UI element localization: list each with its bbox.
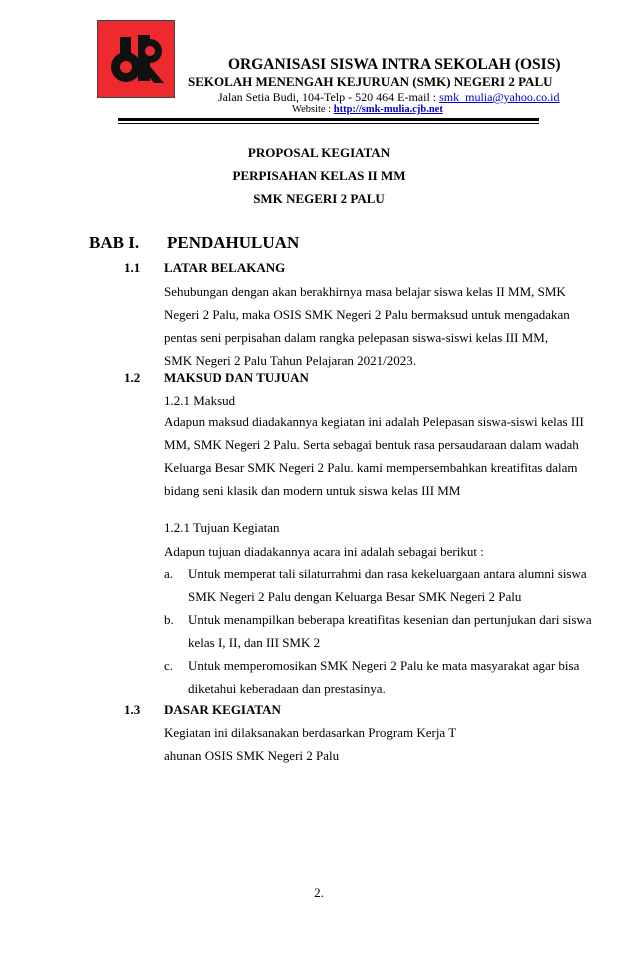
school-name: SEKOLAH MENENGAH KEJURUAN (SMK) NEGERI 2 PALU [188,74,553,89]
website-link[interactable]: http://smk-mulia.cjb.net [333,104,443,115]
chapter-title: PENDAHULUAN [167,233,300,252]
section-title: DASAR KEGIATAN [164,702,281,717]
paragraph-line: ahunan OSIS SMK Negeri 2 Palu [164,748,340,763]
paragraph-line: Adapun maksud diadakannya kegiatan ini adalah Pelepasan siswa-siswi kelas III [164,414,584,429]
proposal-title: PROPOSAL KEGIATAN [247,145,391,160]
list-item-line: Untuk menampilkan beberapa kreatifitas kesenian dan pertunjukan dari siswa [188,612,592,627]
list-marker: c. [164,658,174,673]
paragraph-line: pentas seni perpisahan dalam rangka pelepasan siswa-siswi kelas III MM, [164,330,549,345]
website-label: Website : [292,104,334,115]
section-number: 1.1 [124,260,141,275]
list-item-line: kelas I, II, dan III SMK 2 [188,635,321,650]
list-marker: a. [164,566,174,581]
school-title: SMK NEGERI 2 PALU [253,191,385,206]
header-rule-thin [118,123,539,124]
paragraph-line: SMK Negeri 2 Palu Tahun Pelajaran 2021/2023. [164,353,416,368]
website-line [292,104,443,115]
list-marker: b. [164,612,174,627]
list-item-line: diketahui keberadaan dan prestasinya. [188,681,386,696]
chapter-label: BAB I. [89,233,140,252]
event-title: PERPISAHAN KELAS II MM [232,168,406,183]
paragraph-line: Adapun tujuan diadakannya acara ini adalah sebagai berikut : [164,544,484,559]
list-item-line: Untuk memperomosikan SMK Negeri 2 Palu ke mata masyarakat agar bisa [188,658,580,673]
list-item-line: SMK Negeri 2 Palu dengan Keluarga Besar SMK Negeri 2 Palu [188,589,522,604]
organization-title: ORGANISASI SISWA INTRA SEKOLAH (OSIS) [228,56,561,73]
section-title: MAKSUD DAN TUJUAN [164,370,309,385]
address-line [218,90,560,105]
section-number: 1.2 [124,370,141,385]
osis-logo-icon [98,21,174,97]
email-link[interactable]: smk_mulia@yahoo.co.id [439,90,560,104]
list-item-line: Untuk memperat tali silaturrahmi dan rasa kekeluargaan antara alumni siswa [188,566,587,581]
address-text: Jalan Setia Budi, 104-Telp - 520 464 E-mail : [218,90,440,104]
section-title: LATAR BELAKANG [164,260,286,275]
paragraph-line: bidang seni klasik dan modern untuk siswa kelas III MM [164,483,461,498]
paragraph-line: MM, SMK Negeri 2 Palu. Serta sebagai bentuk rasa persaudaraan dalam wadah [164,437,579,452]
paragraph-line: Kegiatan ini dilaksanakan berdasarkan Program Kerja T [164,725,457,740]
osis-logo [97,20,175,98]
section-number: 1.3 [124,702,141,717]
page-number: 2. [314,885,324,900]
subsection-label: 1.2.1 Tujuan Kegiatan [164,520,280,535]
subsection-label: 1.2.1 Maksud [164,393,236,408]
paragraph-line: Negeri 2 Palu, maka OSIS SMK Negeri 2 Palu bermaksud untuk mengadakan [164,307,570,322]
paragraph-line: Sehubungan dengan akan berakhirnya masa belajar siswa kelas II MM, SMK [164,284,566,299]
paragraph-line: Keluarga Besar SMK Negeri 2 Palu. kami mempersembahkan kreatifitas dalam [164,460,578,475]
header-rule-thick [118,118,539,121]
